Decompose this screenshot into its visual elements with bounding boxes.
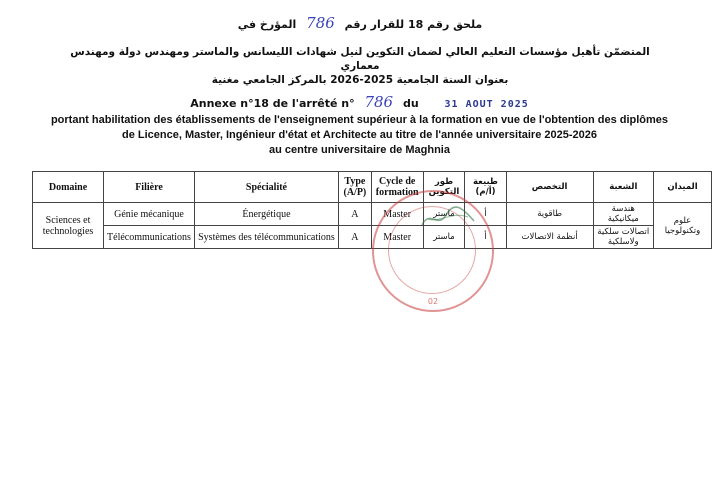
header-takhassos: التخصص [506, 172, 593, 203]
cell-shuba: اتصالات سلكية ولاسلكية [593, 226, 653, 249]
cell-cycle: Master [371, 203, 423, 226]
arabic-header-subtitle [60, 45, 660, 87]
date-stamp: 31 AOUT 2025 [444, 99, 529, 110]
header-taour: طور التكوين [423, 172, 465, 203]
header-filiere: Filière [104, 172, 195, 203]
table-row [33, 226, 712, 249]
arabic-header-line2: المتضمّن تأهيل مؤسسات التعليم العالي لضمان التكوين لنيل شهادات الليسانس والماستر ومهندس دولة ومهندس معماري [70, 46, 650, 72]
cell-cycle: Master [371, 226, 423, 249]
table-header-row [33, 172, 712, 203]
header-specialite: Spécialité [194, 172, 338, 203]
description-line3: au centre universitaire de Maghnia [269, 144, 450, 156]
annex-prefix: Annexe n°18 de l'arrêté n° [190, 97, 355, 110]
arabic-header-line3: بعنوان السنة الجامعية 2025-2026 بالمركز الجامعي مغنية [211, 74, 509, 86]
cell-domaine: Sciences et technologies [33, 203, 104, 249]
header-midan: الميدان [654, 172, 712, 203]
header-tabiaa: طبيعة (أ/م) [465, 172, 506, 203]
annex-description [30, 113, 689, 158]
header-shuba: الشعبة [593, 172, 653, 203]
description-line2: de Licence, Master, Ingénieur d'état et Architecte au titre de l'année universitaire 2025-2026 [122, 129, 597, 141]
cell-taour: ماستر [423, 226, 465, 249]
cell-filiere: Télécommunications [104, 226, 195, 249]
cell-takhassos: طاقوية [506, 203, 593, 226]
cell-takhassos: أنظمة الاتصالات [506, 226, 593, 249]
cell-specialite: Énergétique [194, 203, 338, 226]
cell-tabiaa: أ [465, 203, 506, 226]
handwritten-decree-number-ar: 786 [306, 14, 335, 32]
arabic-header-prefix: ملحق رقم 18 للقرار رقم [344, 18, 483, 31]
official-seal-number: 02 [427, 297, 439, 306]
cell-tabiaa: أ [465, 226, 506, 249]
header-type: Type (A/P) [338, 172, 371, 203]
cell-type: A [338, 226, 371, 249]
cell-specialite: Systèmes des télécommunications [194, 226, 338, 249]
cell-type: A [338, 203, 371, 226]
cell-midan: علوم وتكنولوجيا [654, 203, 712, 249]
description-line1: portant habilitation des établissements de l'enseignement supérieur à la formation en vue de l'obtention des diplômes [50, 114, 669, 126]
annex-du: du [402, 97, 419, 110]
header-domaine: Domaine [33, 172, 104, 203]
handwritten-decree-number-fr: 786 [364, 93, 394, 111]
arabic-header-suffix: المؤرخ في [237, 18, 297, 31]
annex-title [0, 93, 719, 111]
arabic-header-line1 [60, 14, 660, 32]
cell-filiere: Génie mécanique [104, 203, 195, 226]
cell-taour: ماستر [423, 203, 465, 226]
habilitation-table [32, 171, 712, 249]
cell-shuba: هندسة ميكانيكية [593, 203, 653, 226]
header-cycle: Cycle de formation [371, 172, 423, 203]
table-row [33, 203, 712, 226]
